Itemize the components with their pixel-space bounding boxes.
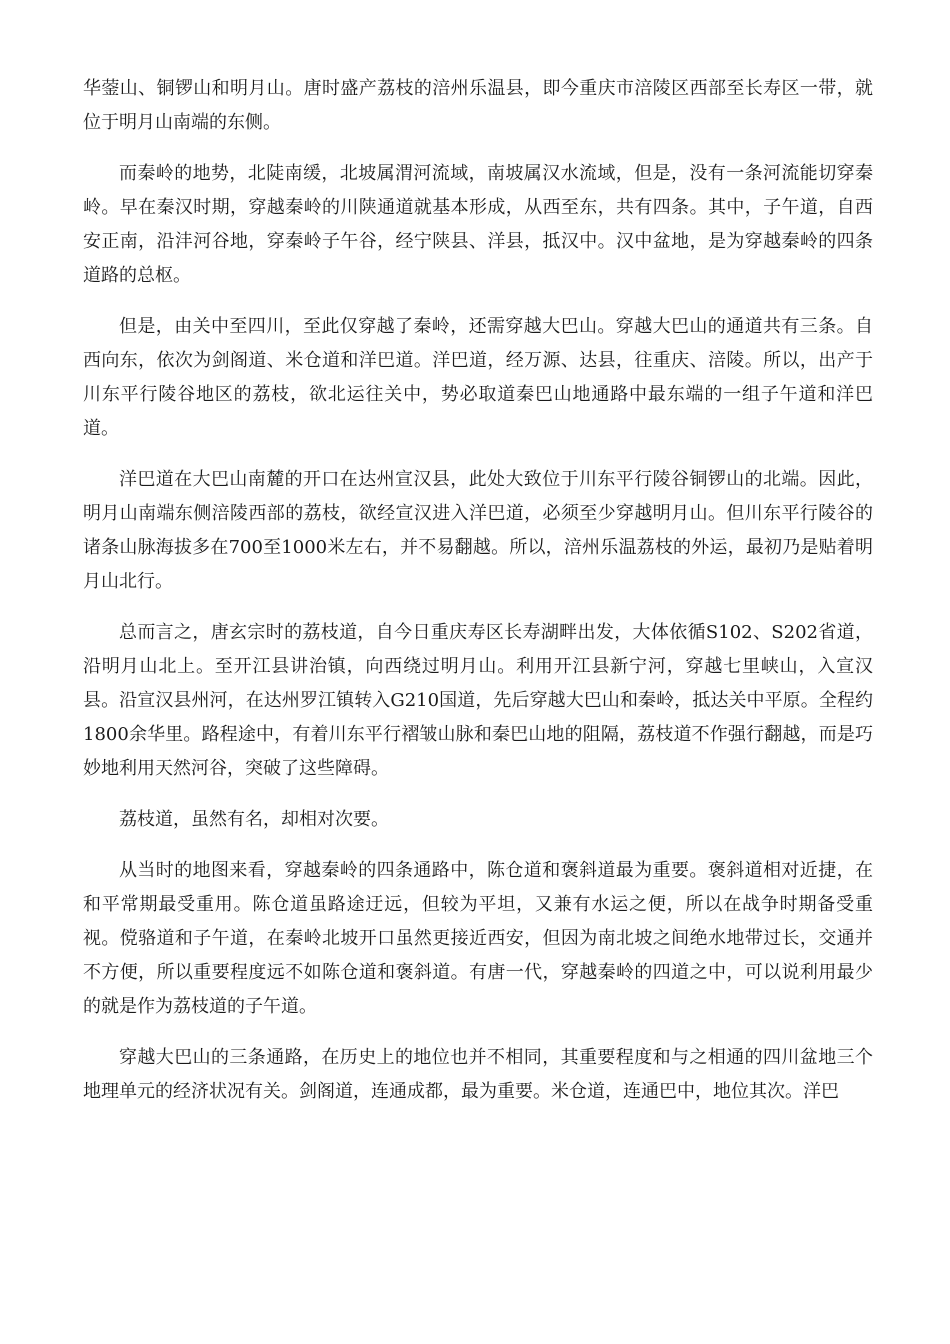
paragraph-8: 穿越大巴山的三条通路，在历史上的地位也并不相同，其重要程度和与之相通的四川盆地三个地理单元的经济状况有关。剑阁道，连通成都，最为重要。米仓道，连通巴中，地位其次。洋巴 [83, 1047, 873, 1102]
paragraph-5: 总而言之，唐玄宗时的荔枝道，自今日重庆寿区长寿湖畔出发，大体依循S102、S202省道，沿明月山北上。至开江县讲治镇，向西绕过明月山。利用开江县新宁河，穿越七里峡山，入宣汉县。沿宣汉县州河，在达州罗江镇转入G210国道，先后穿越大巴山和秦岭，抵达关中平原。全程约1800余华里。路程途中，有着川东平行褶皱山脉和秦巴山地的阻隔，荔枝道不作强行翻越，而是巧妙地利用天然河谷，突破了这些障碍。 [83, 622, 873, 779]
paragraph-3: 但是，由关中至四川，至此仅穿越了秦岭，还需穿越大巴山。穿越大巴山的通道共有三条。自西向东，依次为剑阁道、米仓道和洋巴道。洋巴道，经万源、达县，往重庆、涪陵。所以，出产于川东平行陵谷地区的荔枝，欲北运往关中，势必取道秦巴山地通路中最东端的一组子午道和洋巴道。 [83, 316, 873, 439]
paragraph-1: 华蓥山、铜锣山和明月山。唐时盛产荔枝的涪州乐温县，即今重庆市涪陵区西部至长寿区一带，就位于明月山南端的东侧。 [83, 78, 873, 133]
document-body [83, 72, 873, 1126]
paragraph-2: 而秦岭的地势，北陡南缓，北坡属渭河流域，南坡属汉水流域，但是，没有一条河流能切穿秦岭。早在秦汉时期，穿越秦岭的川陕通道就基本形成，从西至东，共有四条。其中，子午道，自西安正南，沿沣河谷地，穿秦岭子午谷，经宁陕县、洋县，抵汉中。汉中盆地，是为穿越秦岭的四条道路的总枢。 [83, 163, 873, 286]
paragraph-6: 荔枝道，虽然有名，却相对次要。 [119, 809, 389, 830]
paragraph-4: 洋巴道在大巴山南麓的开口在达州宣汉县，此处大致位于川东平行陵谷铜锣山的北端。因此，明月山南端东侧涪陵西部的荔枝，欲经宣汉进入洋巴道，必须至少穿越明月山。但川东平行陵谷的诸条山脉海拔多在700至1000米左右，并不易翻越。所以，涪州乐温荔枝的外运，最初乃是贴着明月山北行。 [83, 469, 873, 592]
paragraph-7: 从当时的地图来看，穿越秦岭的四条通路中，陈仓道和褒斜道最为重要。褒斜道相对近捷，在和平常期最受重用。陈仓道虽路途迂远，但较为平坦，又兼有水运之便，所以在战争时期备受重视。傥骆道和子午道，在秦岭北坡开口虽然更接近西安，但因为南北坡之间绝水地带过长，交通并不方便，所以重要程度远不如陈仓道和褒斜道。有唐一代，穿越秦岭的四道之中，可以说利用最少的就是作为荔枝道的子午道。 [83, 860, 873, 1017]
